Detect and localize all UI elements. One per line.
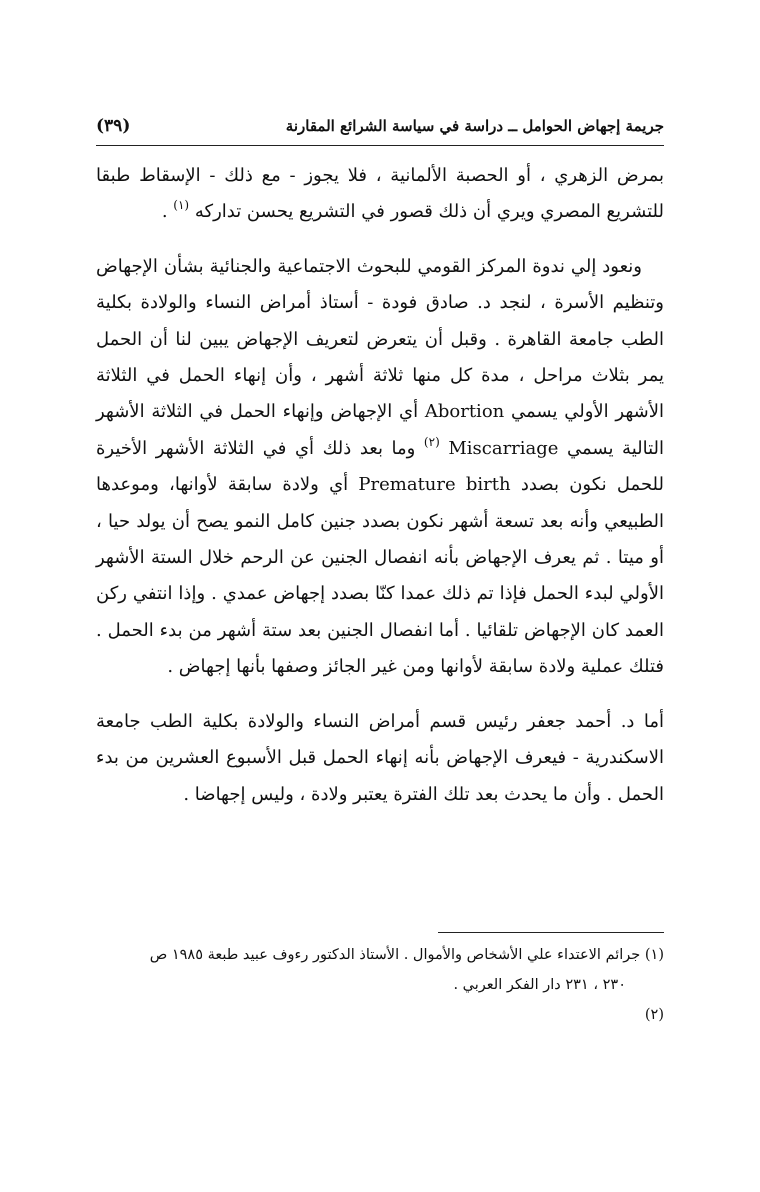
- footnote-2: (٢): [644, 1007, 664, 1023]
- paragraph-1-text: بمرض الزهري ، أو الحصبة الألمانية ، فلا يجوز - مع ذلك - الإسقاط طبقا للتشريع المصري ويري أن ذلك قصور في التشريع يحسن تداركه: [96, 165, 664, 223]
- paragraph-3: أما د. أحمد جعفر رئيس قسم أمراض النساء والولادة بكلية الطب جامعة الاسكندرية - فيعرف الإجهاض بأنه إنهاء الحمل قبل الأسبوع العشرين من بدء الحمل . وأن ما يحدث بعد تلك الفترة يعتبر ولادة ، وليس إجهاضا .: [96, 710, 664, 805]
- running-header: [96, 111, 664, 141]
- footnote-1-line-2: ٢٣٠ ، ٢٣١ دار الفكر العربي .: [453, 977, 626, 993]
- paragraph-2-continued: وما بعد ذلك أي في الثلاثة الأشهر الأخيرة للحمل نكون بصدد Premature birth أي ولادة سابقة لأوانها، وموعدها الطبيعي وأنه بعد تسعة أشهر نكون بصدد جنين كامل النمو يصح أن يولد حيا ، أو ميتا . ثم يعرف الإجهاض بأنه انفصال الجنين عن الرحم خلال الستة الأشهر الأولي لبدء الحمل فإذا تم ذلك عمدا كنّا بصدد إجهاض عمدي . وإذا انتفي ركن العمد كان الإجهاض تلقائيا . أما انفصال الجنين بعد ستة أشهر من بدء الحمل . فتلك عملية ولادة سابقة لأوانها ومن غير الجائز وصفها بأنها إجهاض .: [96, 437, 665, 678]
- footnote-ref-1: (١): [173, 198, 190, 213]
- footnote-ref-2: (٢): [423, 434, 440, 449]
- footnote-1-line-1: (١) جرائم الاعتداء علي الأشخاص والأموال . الأستاذ الدكتور رءوف عبيد طبعة ١٩٨٥ ص: [149, 947, 664, 963]
- footnote-divider: [438, 932, 664, 933]
- paragraph-2: [96, 249, 664, 686]
- footnotes: [96, 940, 664, 1030]
- header-divider: [96, 145, 664, 146]
- paragraph-2-text: ونعود إلي ندوة المركز القومي للبحوث الاجتماعية والجنائية بشأن الإجهاض وتنظيم الأسرة ، لنجد د. صادق فودة - أستاذ أمراض النساء والولادة بكلية الطب جامعة القاهرة . وقبل أن يتعرض لتعريف الإجهاض يبين لنا أن الحمل يمر بثلاث مراحل ، مدة كل منها ثلاثة أشهر ، وأن إنهاء الحمل في الثلاثة الأشهر الأولي يسمي Abortion أي الإجهاض وإنهاء الحمل في الثلاثة الأشهر التالية يسمي Miscarriage: [96, 255, 665, 459]
- page-number: (٣٩): [96, 116, 131, 136]
- running-header-title: جريمة إجهاض الحوامل ــ دراسة في سياسة الشرائع المقارنة: [285, 117, 664, 135]
- paragraph-1: [96, 158, 664, 231]
- main-text: [96, 158, 664, 813]
- paragraph-1-end: .: [161, 201, 174, 223]
